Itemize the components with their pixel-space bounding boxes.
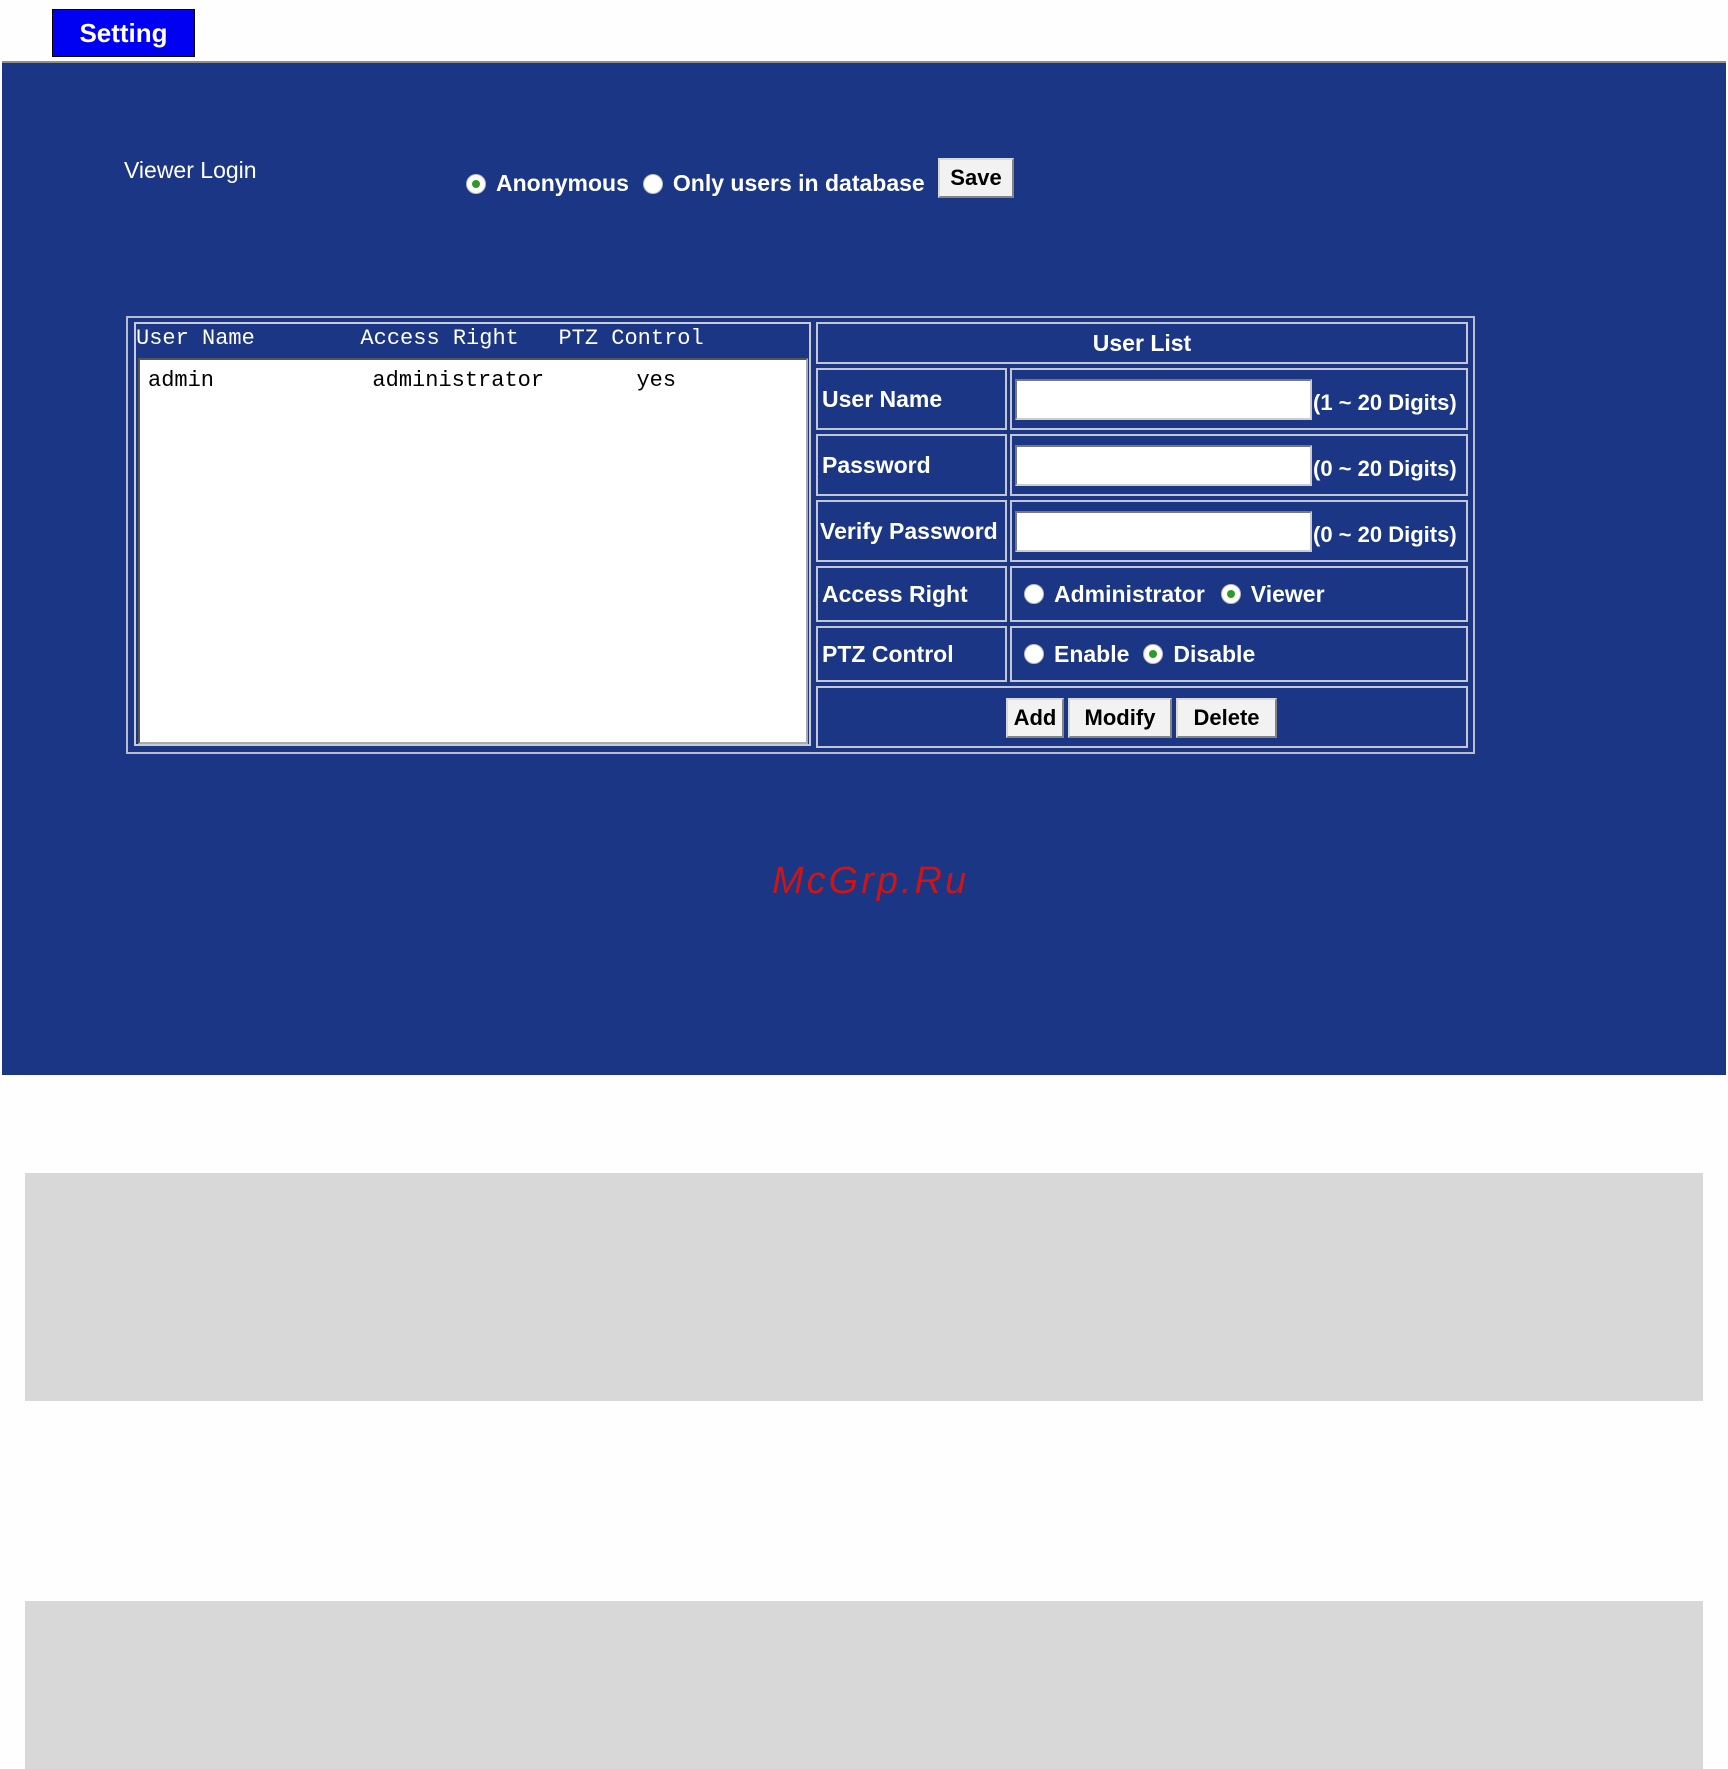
ptz-control-label: PTZ Control bbox=[816, 626, 1007, 682]
user-name-hint: (1 ~ 20 Digits) bbox=[1313, 390, 1457, 415]
enable-radio[interactable] bbox=[1024, 644, 1044, 664]
only-users-label: Only users in database bbox=[672, 170, 925, 196]
disable-label: Disable bbox=[1173, 640, 1256, 667]
add-button[interactable]: Add bbox=[1006, 698, 1064, 738]
administrator-radio[interactable] bbox=[1024, 584, 1044, 604]
verify-password-input[interactable] bbox=[1015, 511, 1312, 552]
disable-radio[interactable] bbox=[1143, 644, 1163, 664]
list-item[interactable]: admin administrator yes bbox=[148, 368, 677, 393]
save-button[interactable]: Save bbox=[938, 158, 1014, 198]
grey-band-bottom bbox=[25, 1601, 1703, 1769]
user-name-input[interactable] bbox=[1015, 379, 1312, 420]
access-right-label: Access Right bbox=[816, 566, 1007, 622]
enable-label: Enable bbox=[1054, 640, 1130, 667]
password-input[interactable] bbox=[1015, 445, 1312, 486]
user-list-header: User Name Access Right PTZ Control bbox=[136, 326, 704, 351]
viewer-radio[interactable] bbox=[1221, 584, 1241, 604]
only-users-radio[interactable] bbox=[643, 174, 663, 194]
anonymous-label: Anonymous bbox=[496, 170, 629, 196]
user-list-title: User List bbox=[816, 322, 1468, 364]
viewer-label: Viewer bbox=[1250, 580, 1325, 607]
modify-button[interactable]: Modify bbox=[1068, 698, 1172, 738]
grey-band-top bbox=[25, 1173, 1703, 1401]
viewer-login-label: Viewer Login bbox=[124, 157, 257, 183]
tab-setting[interactable]: Setting bbox=[52, 9, 195, 57]
viewer-login-options bbox=[466, 170, 939, 197]
verify-password-hint: (0 ~ 20 Digits) bbox=[1313, 522, 1457, 547]
verify-password-label: Verify Password bbox=[816, 500, 1007, 562]
delete-button[interactable]: Delete bbox=[1176, 698, 1277, 738]
watermark-text: McGrp.Ru bbox=[772, 860, 970, 902]
user-listbox[interactable] bbox=[138, 358, 808, 744]
password-label: Password bbox=[816, 434, 1007, 496]
user-name-label: User Name bbox=[816, 368, 1007, 430]
access-right-options bbox=[1010, 566, 1468, 622]
administrator-label: Administrator bbox=[1054, 580, 1205, 607]
password-hint: (0 ~ 20 Digits) bbox=[1313, 456, 1457, 481]
anonymous-radio[interactable] bbox=[466, 174, 486, 194]
ptz-control-options bbox=[1010, 626, 1468, 682]
